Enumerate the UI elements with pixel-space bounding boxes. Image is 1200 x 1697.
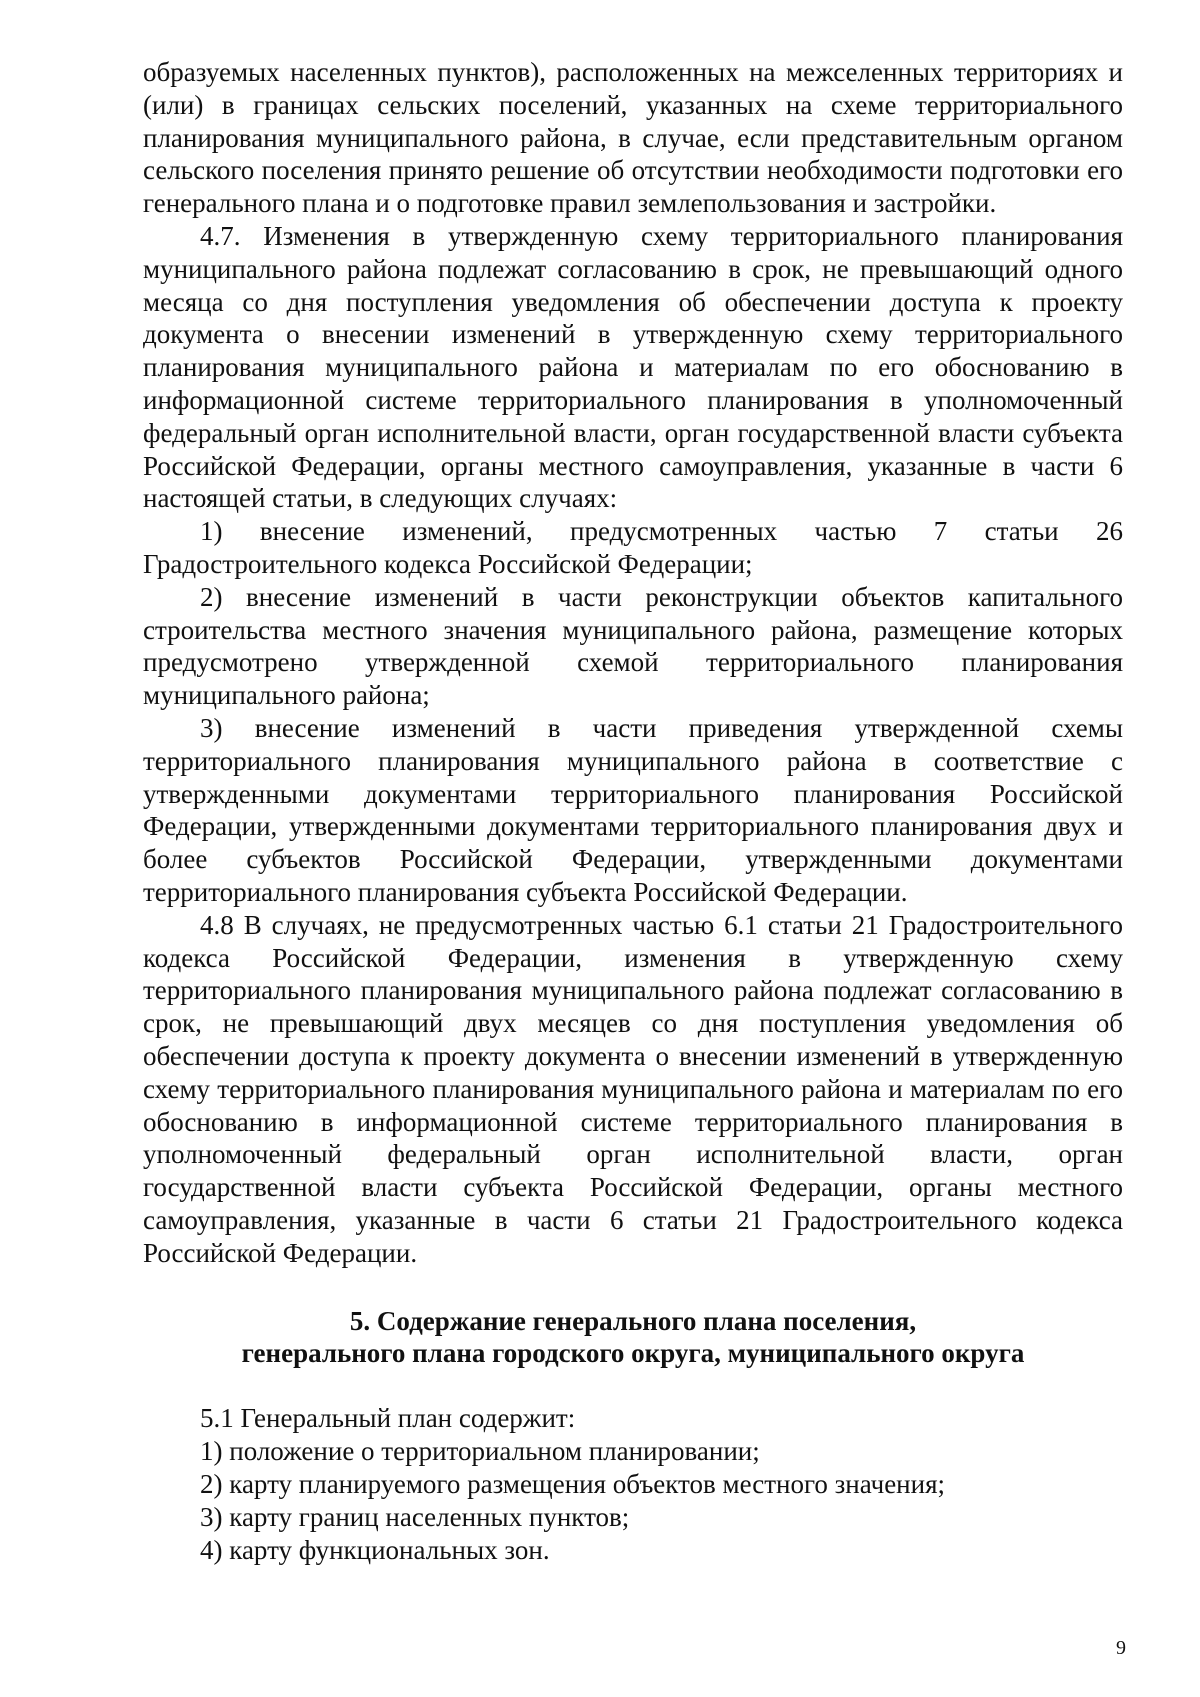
section-5-intro: 5.1 Генеральный план содержит: [200,1403,576,1434]
section-5-heading-line-1: 5. Содержание генерального плана поселения, [349,1306,917,1337]
document-page [143,56,1123,1566]
paragraph-item-2: 2) внесение изменений в части реконструкции объектов капитального строительства местного значения муниципального района, размещение которых предусмотрено утвержденной схемой территориального планирования муниципального района; [143,581,1123,711]
paragraph-continuation: образуемых населенных пунктов), расположенных на межселенных территориях и (или) в границах сельских поселений, указанных на схеме территориального планирования муниципального района, в случае, если представительным органом сельского поселения принято решение об отсутствии необходимости подготовки его генерального плана и о подготовке правил землепользования и застройки. [143,57,1123,219]
paragraph-item-3: 3) внесение изменений в части приведения утвержденной схемы территориального планирования муниципального района в соответствие с утвержденными документами территориального планирования Российской Федерации, утвержденными документами территориального планирования двух и более субъектов Российской Федерации, утвержденными документами территориального планирования субъекта Российской Федерации. [143,712,1123,907]
section-5-list-item: 2) карту планируемого размещения объектов местного значения; [200,1469,946,1500]
section-5-heading [143,1305,1123,1369]
paragraph-4-7: 4.7. Изменения в утвержденную схему территориального планирования муниципального района подлежат согласованию в срок, не превышающий одного месяца со дня поступления уведомления об обеспечении доступа к проекту документа о внесении изменений в утвержденную схему территориального планирования муниципального района и материалам по его обоснованию в информационной системе территориального планирования в уполномоченный федеральный орган исполнительной власти, орган государственной власти субъекта Российской Федерации, органы местного самоуправления, указанные в части 6 настоящей статьи, в следующих случаях: [143,220,1123,514]
section-5-heading-line-2: генерального плана городского округа, муниципального округа [241,1338,1025,1369]
paragraph-item-1: 1) внесение изменений, предусмотренных частью 7 статьи 26 Градостроительного кодекса Российской Федерации; [143,516,1123,579]
section-5-list-item: 1) положение о территориальном планировании; [200,1436,760,1467]
section-5-list-item: 3) карту границ населенных пунктов; [200,1501,630,1532]
section-5-list-item: 4) карту функциональных зон. [200,1534,550,1565]
page-number: 9 [1116,1637,1126,1659]
paragraph-4-8: 4.8 В случаях, не предусмотренных частью 6.1 статьи 21 Градостроительного кодекса Российской Федерации, изменения в утвержденную схему территориального планирования муниципального района подлежат согласованию в срок, не превышающий двух месяцев со дня поступления уведомления об обеспечении доступа к проекту документа о внесении изменений в утвержденную схему территориального планирования муниципального района и материалам по его обоснованию в информационной системе территориального планирования в уполномоченный федеральный орган исполнительной власти, орган государственной власти субъекта Российской Федерации, органы местного самоуправления, указанные в части 6 статьи 21 Градостроительного кодекса Российской Федерации. [143,909,1123,1268]
